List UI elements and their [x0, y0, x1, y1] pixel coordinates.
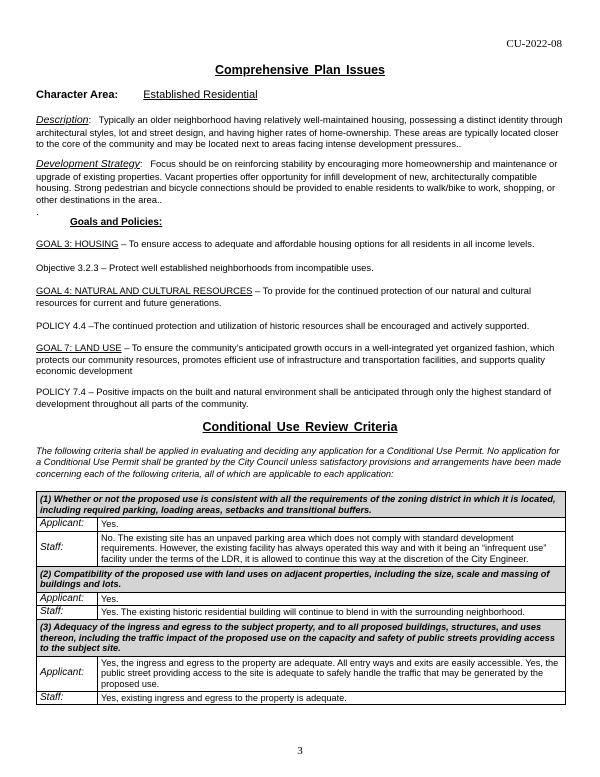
criterion-1-heading: (1) Whether or not the proposed use is consistent with all the requirements of the zoning district in which it is located, including required parking, loading areas, setbacks and transitional buffers.	[37, 492, 566, 518]
comprehensive-plan-title: Comprehensive Plan Issues	[214, 63, 386, 77]
goals-heading: Goals and Policies:	[70, 217, 163, 228]
criterion-2-staff: Yes. The existing historic residential building will continue to blend in with the surrounding neighborhood.	[98, 606, 566, 620]
staff-label: Staff:	[37, 606, 98, 620]
goal-7-paragraph	[36, 342, 564, 377]
criterion-3-header-row	[37, 619, 566, 656]
criterion-1-header-row	[37, 492, 566, 518]
criterion-3-staff: Yes, existing ingress and egress to the property is adequate.	[98, 691, 566, 705]
strategy-paragraph: Development Strategy: Focus should be on reinforcing stability by encouraging more homeownership and maintenance or upgrade of existing properties. Vacant properties offer opportunity for infill development of new, architecturally compatible housing. Strong pedestrian and bicycle connections should be provided to enable residents to walk/bike to work, shopping, or other destinations in the area..	[36, 158, 558, 205]
goal-7-title: GOAL 7: LAND USE	[36, 342, 122, 353]
strategy-label: Development Strategy	[36, 158, 140, 170]
objective-paragraph: Objective 3.2.3 – Protect well established neighborhoods from incompatible uses.	[36, 262, 374, 273]
character-area-value: Established Residential	[143, 89, 258, 101]
policy-4-4-paragraph: POLICY 4.4 –The continued protection and utilization of historic resources shall be encouraged and actively supported.	[36, 320, 530, 331]
goal-4-text: – To provide for the continued protection of our natural and cultural resources for current and future generations.	[36, 285, 532, 308]
goal-3-text: – To ensure access to adequate and affordable housing options for all residents in all income levels.	[118, 238, 535, 249]
criterion-3-heading: (3) Adequacy of the ingress and egress to the subject property, and to all proposed buildings, structures, and uses thereon, including the traffic impact of the proposed use on the capacity and safety of public streets providing access to the subject site.	[37, 619, 566, 656]
description-paragraph: Description: Typically an older neighborhood having relatively well-maintained housing, possessing a distinct identity through architectural styles, lot and street design, and having higher rates of home-ownership. These areas are typically located closer to the core of the community and may be located next to areas facing intense development pressures..	[36, 114, 563, 150]
review-criteria-title: Conditional Use Review Criteria	[202, 420, 398, 434]
description-text: Typically an older neighborhood having relatively well-maintained housing, possessing a distinct identity through architectural styles, lot and street design, and having higher rates of home-ownership. These areas are typically located closer to the core of the community and may be located next to areas facing intense development pressures..	[36, 114, 563, 150]
strategy-text: Focus should be on reinforcing stability by encouraging more homeownership and maintenance or upgrade of existing properties. Vacant properties offer opportunity for infill development of new, architecturally compatible housing. Strong pedestrian and bicycle connections should be provided to enable residents to walk/bike to work, shopping, or other destinations in the area..	[36, 158, 558, 205]
criteria-table	[36, 491, 566, 705]
criterion-1-staff: No. The existing site has an unpaved parking area which does not comply with standard development requirements. However, the existing facility has always operated this way and with it being an “infrequent use” facility under the terms of the LDR, it is allowed to continue this way at the discretion of the City Engineer.	[98, 531, 566, 566]
applicant-label: Applicant:	[37, 592, 98, 606]
description-label: Description	[36, 114, 89, 126]
applicant-label: Applicant:	[37, 656, 98, 691]
case-number: CU-2022-08	[506, 38, 562, 50]
staff-label: Staff:	[37, 531, 98, 566]
criterion-1-applicant-row	[37, 518, 566, 532]
goal-4-paragraph	[36, 285, 564, 308]
goal-3-paragraph	[36, 238, 564, 250]
criterion-2-heading: (2) Compatibility of the proposed use with land uses on adjacent properties, including the size, scale and massing of buildings and lots.	[37, 566, 566, 592]
goal-3-title: GOAL 3: HOUSING	[36, 238, 119, 249]
goal-7-text: – To ensure the community’s anticipated growth occurs in a well-integrated yet organized fashion, which protects our community resources, promotes efficient use of infrastructure and transportation facilities, and supports quality economic development	[36, 342, 555, 377]
character-area-row: Character Area: Established Residential	[36, 89, 258, 101]
criterion-3-staff-row	[37, 691, 566, 705]
stray-mark: .	[36, 206, 39, 217]
review-intro: The following criteria shall be applied in evaluating and deciding any application for a Conditional Use Permit. No application for a Conditional Use Permit shall be granted by the City Council unless satisfactory provisions and arrangements have been made concerning each of the following criteria, all of which are applicable to each application:	[36, 446, 562, 479]
goal-4-title: GOAL 4: NATURAL AND CULTURAL RESOURCES	[36, 285, 253, 296]
staff-label: Staff:	[37, 691, 98, 705]
criterion-3-applicant-row	[37, 656, 566, 691]
criterion-2-applicant-row	[37, 592, 566, 606]
criterion-2-applicant: Yes.	[98, 592, 566, 606]
criterion-2-header-row	[37, 566, 566, 592]
criterion-3-applicant: Yes, the ingress and egress to the property are adequate. All entry ways and exits are easily accessible. Yes, the public street providing access to the site is adequate to safely handle the traffic that may be generated by the proposed use.	[98, 656, 566, 691]
page-number: 3	[297, 745, 303, 757]
character-area-label: Character Area	[36, 89, 115, 101]
applicant-label: Applicant:	[37, 518, 98, 532]
policy-7-4-paragraph: POLICY 7.4 – Positive impacts on the built and natural environment shall be anticipated through only the highest standard of development throughout all parts of the community.	[36, 386, 552, 409]
criterion-2-staff-row	[37, 606, 566, 620]
criterion-1-staff-row	[37, 531, 566, 566]
criterion-1-applicant: Yes.	[98, 518, 566, 532]
